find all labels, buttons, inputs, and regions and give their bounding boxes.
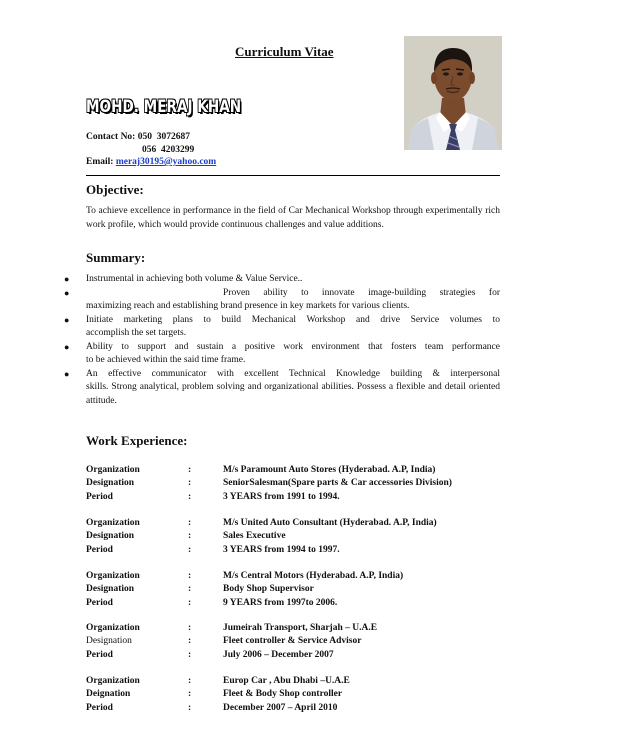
work-row [86,635,506,648]
work-field-separator: : [188,465,192,475]
objective-text: To achieve excellence in performance in the field of Car Mechanical Workshop through experimentally rich work profile, which would provide continuous challenges and value additions. [86,206,500,230]
work-field-label: Period [86,649,113,660]
portrait-image [404,36,502,150]
work-field-label: Organization [86,623,140,633]
list-item: ● Instrumental in achieving both volume & Value Service.. [64,273,500,287]
email-label: Email: [86,157,114,167]
work-row [86,688,506,701]
objective-heading: Objective: [86,182,144,197]
work-row [86,477,506,490]
work-row [86,702,506,715]
work-field-separator: : [188,571,192,581]
work-experience-heading: Work Experience: [86,433,188,448]
phone-1: 050 3072687 [137,132,190,142]
work-field-separator: : [188,531,192,542]
work-row [86,675,506,688]
work-field-separator: : [188,478,192,489]
work-field-separator: : [188,597,192,608]
candidate-name: MOHD. MERAJ KHAN [86,97,242,117]
work-field-value: M/s Paramount Auto Stores (Hyderabad. A.P, India) [223,465,436,475]
work-field-separator: : [188,676,192,686]
work-row [86,583,506,596]
email-link[interactable]: meraj30195@yahoo.com [115,157,217,167]
bullet-icon: ● [64,287,70,298]
contact-line-1 [86,132,190,142]
work-field-value: July 2006 – December 2007 [223,649,334,660]
bullet-icon: ● [64,274,70,284]
work-field-label: Period [86,544,113,555]
bullet-icon: ● [64,341,70,352]
work-row [86,622,506,635]
list-item: ● Initiate marketing plans to build Mechanical Workshop and drive Service volumes to accomplish the set targets. [64,314,500,338]
bullet-icon: ● [64,368,70,379]
contact-line-2 [142,145,194,155]
work-row [86,649,506,662]
phone-2: 056 4203299 [142,145,195,155]
work-row [86,464,506,477]
work-field-separator: : [188,623,192,633]
work-field-value: Fleet & Body Shop controller [223,689,343,700]
list-item: ● An effective communicator with excellent Technical Knowledge building & interpersonal skills. Strong analytical, problem solving and organizational abilities. Possess a flexible and detail oriented attitude. [64,368,500,406]
work-row [86,544,506,557]
work-field-value: 3 YEARS from 1991 to 1994. [223,491,340,502]
list-item: ● Ability to support and sustain a positive work environment that fosters team performance to be achieved within the said time frame. [64,341,500,365]
work-field-separator: : [188,518,192,528]
work-field-value: M/s Central Motors (Hyderabad. A.P, India) [223,571,404,581]
document-title: Curriculum Vitae [235,44,334,59]
work-field-label: Organization [86,518,140,528]
work-field-label: Organization [86,571,140,581]
work-field-separator: : [188,584,192,595]
work-field-label: Designation [86,478,135,489]
work-field-separator: : [188,702,192,713]
work-field-value: Jumeirah Transport, Sharjah – U.A.E [223,623,378,633]
list-item: ● Proven ability to innovate image-building strategies for maximizing reach and establishing brand presence in key markets for various clients. [64,287,500,311]
work-field-label: Designation [86,636,132,647]
work-field-value: 3 YEARS from 1994 to 1997. [223,544,340,555]
bullet-icon: ● [64,314,70,325]
work-field-label: Designation [86,531,135,542]
profile-photo [404,36,502,150]
work-field-separator: : [188,689,192,700]
work-field-label: Period [86,702,113,713]
work-field-separator: : [188,544,192,555]
contact-label: Contact No: [86,132,136,142]
work-field-label: Deignation [86,689,131,700]
work-row [86,570,506,583]
work-field-value: 9 YEARS from 1997to 2006. [223,597,338,608]
summary-heading: Summary: [86,250,146,265]
work-field-separator: : [188,636,192,647]
work-row [86,597,506,610]
work-field-value: M/s United Auto Consultant (Hyderabad. A.P, India) [223,518,437,528]
work-field-label: Designation [86,584,135,595]
work-field-label: Period [86,597,113,608]
work-row [86,491,506,504]
work-field-value: SeniorSalesman(Spare parts & Car accessories Division) [223,478,452,489]
work-field-value: Body Shop Supervisor [223,584,314,595]
work-field-value: Europ Car , Abu Dhabi –U.A.E [223,676,350,686]
work-field-value: Sales Executive [223,531,286,542]
work-row [86,530,506,543]
work-field-value: Fleet controller & Service Advisor [223,636,362,647]
work-field-label: Period [86,491,113,502]
work-field-separator: : [188,491,192,502]
work-row [86,517,506,530]
contact-line-3 [86,157,216,167]
work-field-separator: : [188,649,192,660]
summary-list [64,273,500,408]
work-field-label: Organization [86,465,140,475]
header-divider [86,175,500,176]
work-field-value: December 2007 – April 2010 [223,702,338,713]
work-field-label: Organization [86,676,140,686]
